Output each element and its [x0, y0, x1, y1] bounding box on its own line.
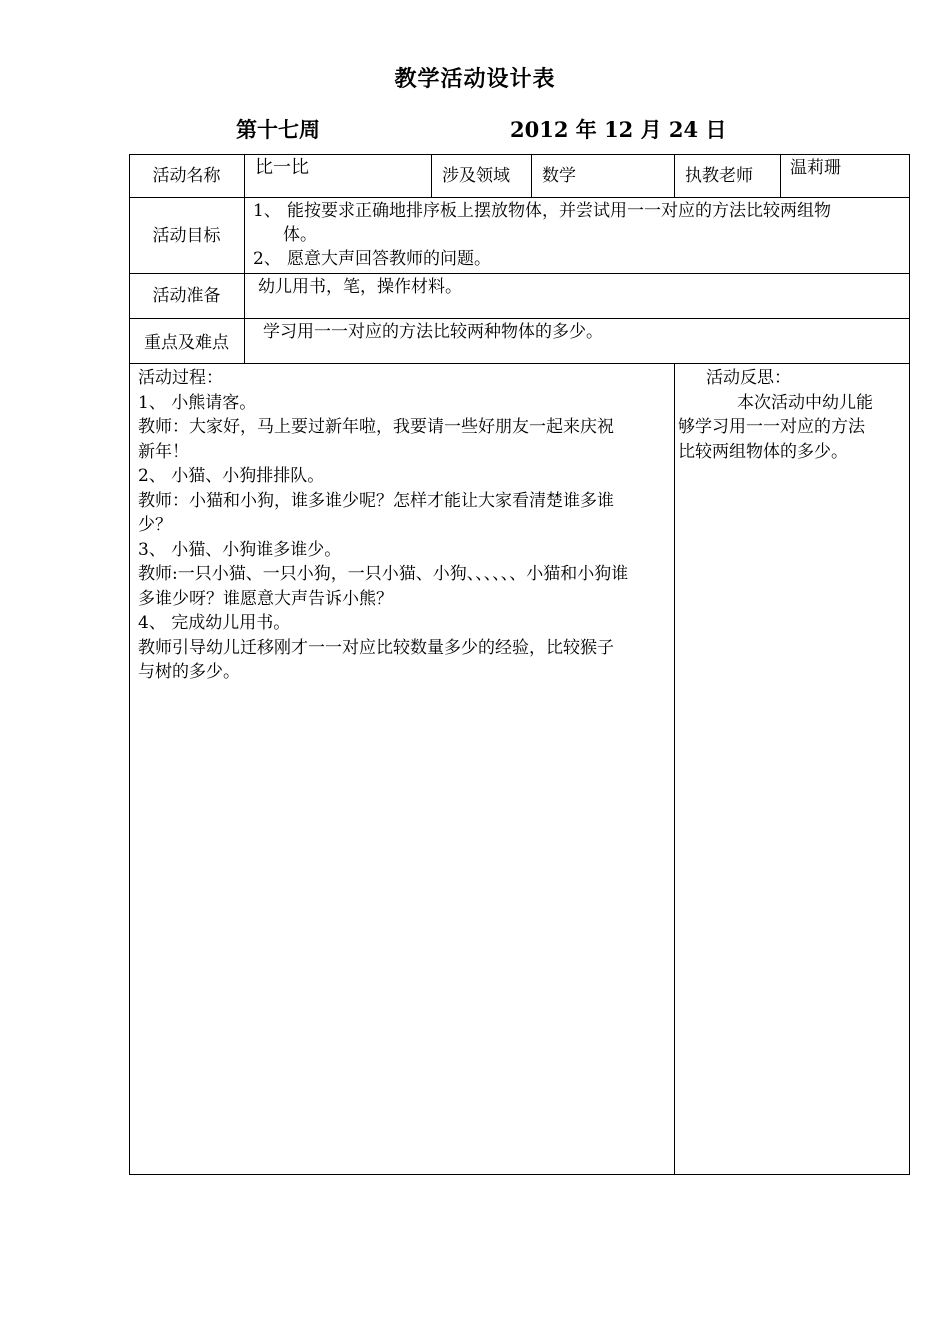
process-line: 教师:一只小猫、一只小狗，一只小猫、小狗、、、、、、小猫和小狗谁: [138, 564, 629, 584]
prep-label: 活动准备: [152, 286, 221, 306]
week-label: 第十七周: [236, 117, 320, 142]
date-label: 2012 年 12 月 24 日: [510, 117, 727, 142]
goal-1-number: 1、: [253, 201, 281, 221]
teacher-value: 温莉珊: [790, 158, 841, 178]
goals-label-cell: [129, 198, 245, 274]
key-label: 重点及难点: [144, 333, 229, 353]
goal-2-number: 2、: [253, 249, 281, 269]
process-cell: [129, 364, 675, 1175]
process-line: 4、 完成幼儿用书。: [138, 613, 291, 633]
domain-label-cell: [432, 154, 532, 198]
process-heading: 活动过程：: [138, 368, 223, 388]
process-line: 2、 小猫、小狗排排队。: [138, 466, 325, 486]
teacher-label-cell: [675, 154, 781, 198]
prep-label-cell: [129, 274, 245, 319]
goals-value-cell: [245, 198, 910, 274]
teacher-value-cell: [781, 154, 910, 198]
goal-1-text: 能按要求正确地排序板上摆放物体，并尝试用一一对应的方法比较两组物: [287, 201, 831, 221]
reflection-line: 本次活动中幼儿能: [737, 392, 873, 413]
key-label-cell: [129, 319, 245, 364]
reflection-line: 够学习用一一对应的方法: [678, 417, 865, 437]
process-line: 多谁少呀？谁愿意大声告诉小熊？: [138, 588, 393, 609]
prep-value: 幼儿用书，笔，操作材料。: [258, 277, 462, 297]
domain-value-cell: [532, 154, 675, 198]
process-line: 3、 小猫、小狗谁多谁少。: [138, 539, 342, 560]
key-value: 学习用一一对应的方法比较两种物体的多少。: [263, 322, 603, 342]
goal-1-text-continued: 体。: [283, 225, 317, 245]
process-line: 少？: [138, 515, 172, 535]
reflection-line: 比较两组物体的多少。: [678, 441, 848, 462]
domain-label: 涉及领域: [442, 166, 510, 186]
process-line: 教师：大家好，马上要过新年啦，我要请一些好朋友一起来庆祝: [138, 417, 614, 437]
teacher-label: 执教老师: [685, 166, 753, 186]
activity-name-label-cell: [129, 154, 245, 198]
activity-name-value: 比一比: [255, 157, 309, 178]
goal-2-text: 愿意大声回答教师的问题。: [287, 249, 491, 269]
reflection-heading: 活动反思：: [706, 368, 791, 388]
process-line: 教师：小猫和小狗，谁多谁少呢？怎样才能让大家看清楚谁多谁: [138, 490, 614, 511]
process-line: 教师引导幼儿迁移刚才一一对应比较数量多少的经验，比较猴子: [138, 637, 614, 658]
process-line: 与树的多少。: [138, 662, 240, 682]
goals-label: 活动目标: [152, 225, 221, 246]
document-title: 教学活动设计表: [394, 66, 556, 92]
prep-value-cell: [245, 274, 910, 319]
domain-value: 数学: [542, 166, 576, 186]
process-line: 1、 小熊请客。: [138, 392, 257, 413]
activity-name-label: 活动名称: [152, 165, 221, 186]
activity-name-value-cell: [245, 154, 432, 198]
reflection-cell: [675, 364, 910, 1175]
key-value-cell: [245, 319, 910, 364]
process-line: 新年！: [138, 441, 189, 462]
